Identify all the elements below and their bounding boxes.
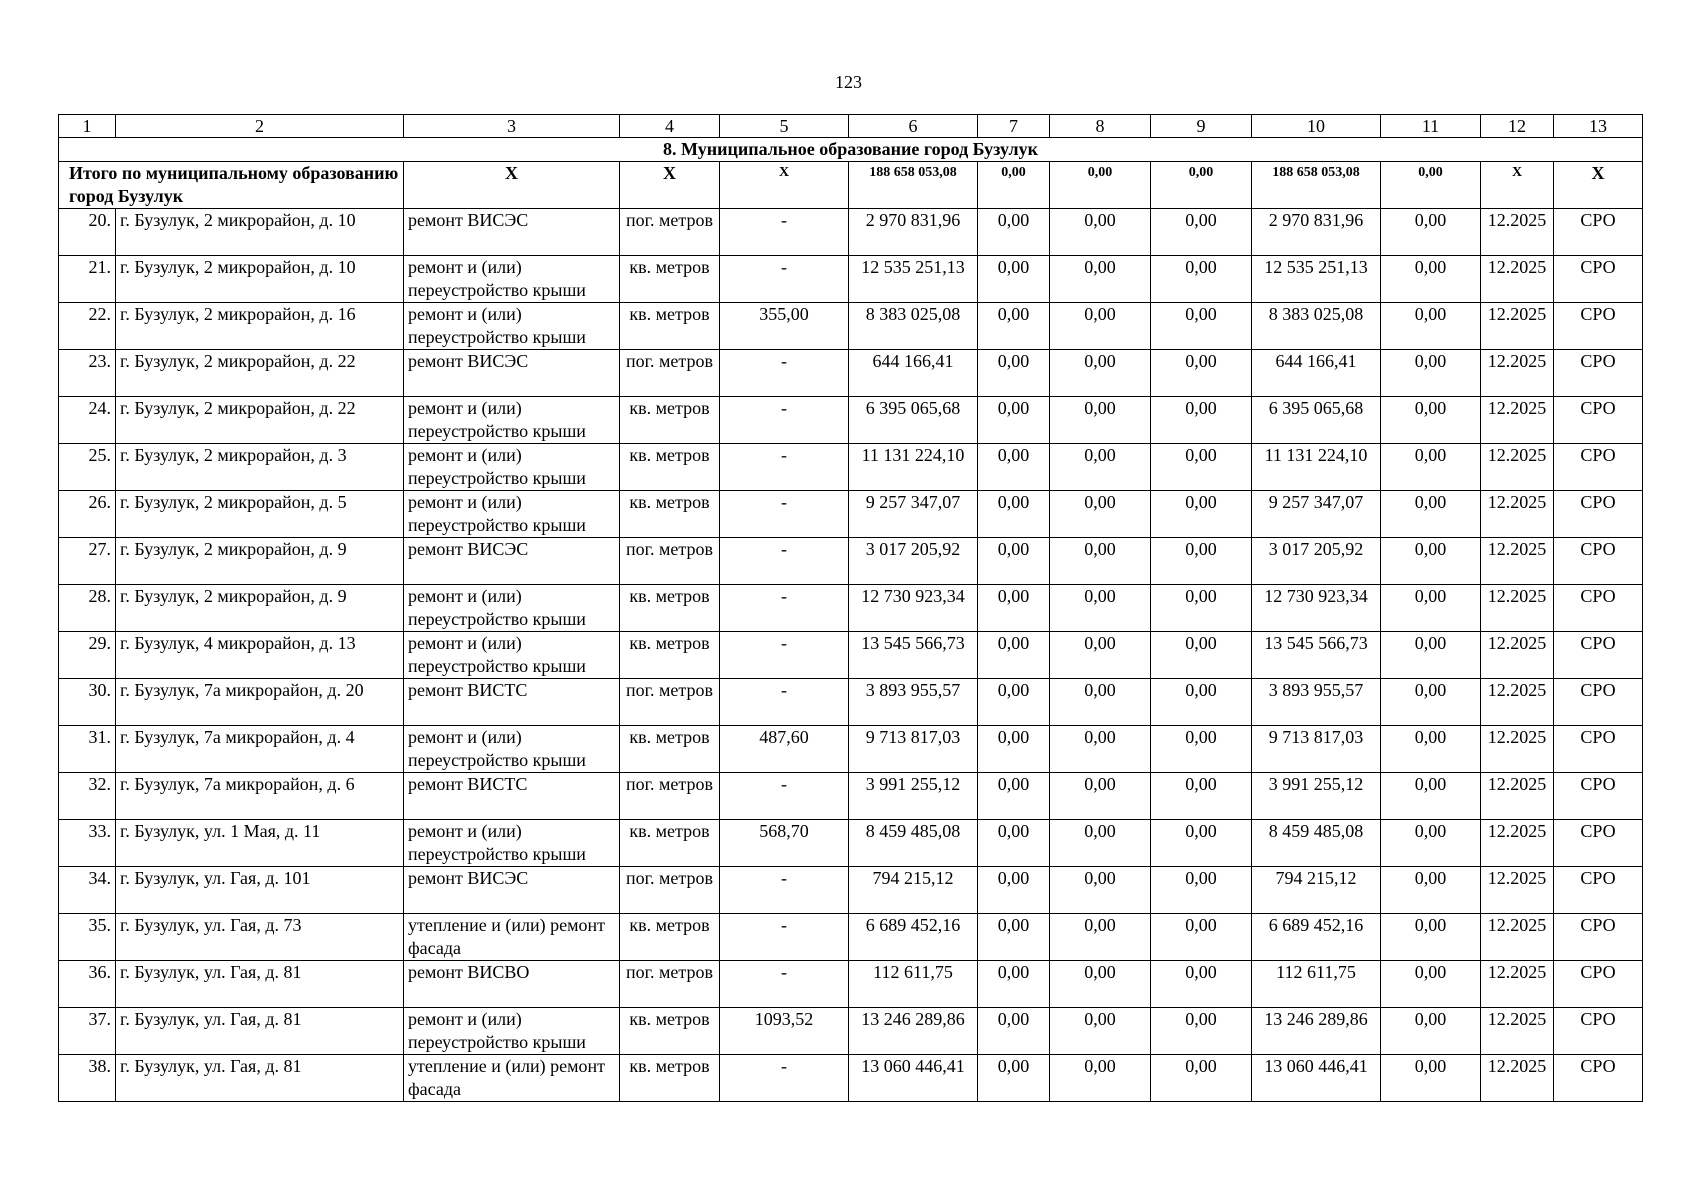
unit-cell: пог. метров <box>620 961 720 1008</box>
term-cell: 12.2025 <box>1481 961 1554 1008</box>
column-number-row <box>59 115 1643 138</box>
row-number: 37. <box>59 1008 116 1055</box>
unit-cell: пог. метров <box>620 350 720 397</box>
amount-cell: 0,00 <box>978 397 1050 444</box>
amount-cell: 6 395 065,68 <box>1252 397 1381 444</box>
amount-cell: 0,00 <box>978 491 1050 538</box>
amount-cell: 0,00 <box>1050 209 1151 256</box>
work-type-cell: ремонт и (или) переустройство крыши <box>404 397 620 444</box>
amount-cell: 11 131 224,10 <box>1252 444 1381 491</box>
volume-cell: 487,60 <box>720 726 849 773</box>
table-row <box>59 585 1643 632</box>
amount-cell: 2 970 831,96 <box>1252 209 1381 256</box>
work-type-cell: ремонт и (или) переустройство крыши <box>404 726 620 773</box>
amount-cell: 794 215,12 <box>1252 867 1381 914</box>
amount-cell: 0,00 <box>1050 1008 1151 1055</box>
method-cell: СРО <box>1554 585 1643 632</box>
unit-cell: пог. метров <box>620 773 720 820</box>
method-cell: СРО <box>1554 1008 1643 1055</box>
amount-cell: 0,00 <box>1050 867 1151 914</box>
column-number: 13 <box>1554 115 1643 138</box>
amount-cell: 0,00 <box>978 256 1050 303</box>
total-cell: 0,00 <box>1151 162 1252 209</box>
volume-cell: - <box>720 961 849 1008</box>
amount-cell: 3 017 205,92 <box>1252 538 1381 585</box>
work-type-cell: ремонт и (или) переустройство крыши <box>404 303 620 350</box>
table-row <box>59 397 1643 444</box>
amount-cell: 0,00 <box>1050 491 1151 538</box>
amount-cell: 0,00 <box>978 538 1050 585</box>
amount-cell: 0,00 <box>1050 1055 1151 1102</box>
table-row <box>59 632 1643 679</box>
column-number: 3 <box>404 115 620 138</box>
amount-cell: 0,00 <box>978 350 1050 397</box>
table-row <box>59 1055 1643 1102</box>
method-cell: СРО <box>1554 773 1643 820</box>
amount-cell: 0,00 <box>1050 397 1151 444</box>
column-number: 7 <box>978 115 1050 138</box>
method-cell: СРО <box>1554 867 1643 914</box>
amount-cell: 0,00 <box>1151 961 1252 1008</box>
method-cell: СРО <box>1554 350 1643 397</box>
amount-cell: 0,00 <box>1381 914 1481 961</box>
amount-cell: 0,00 <box>1050 632 1151 679</box>
row-number: 36. <box>59 961 116 1008</box>
cost-cell: 13 545 566,73 <box>849 632 978 679</box>
amount-cell: 0,00 <box>978 679 1050 726</box>
work-type-cell: ремонт ВИСЭС <box>404 538 620 585</box>
amount-cell: 12 535 251,13 <box>1252 256 1381 303</box>
address-cell: г. Бузулук, 2 микрорайон, д. 22 <box>116 350 404 397</box>
row-number: 33. <box>59 820 116 867</box>
volume-cell: - <box>720 444 849 491</box>
amount-cell: 0,00 <box>1151 914 1252 961</box>
section-title: 8. Муниципальное образование город Бузулук <box>59 138 1643 162</box>
amount-cell: 13 545 566,73 <box>1252 632 1381 679</box>
volume-cell: - <box>720 1055 849 1102</box>
amount-cell: 0,00 <box>1381 444 1481 491</box>
capital-repair-table <box>58 114 1643 1102</box>
amount-cell: 0,00 <box>978 961 1050 1008</box>
volume-cell: - <box>720 397 849 444</box>
work-type-cell: ремонт и (или) переустройство крыши <box>404 444 620 491</box>
volume-cell: - <box>720 538 849 585</box>
amount-cell: 0,00 <box>978 585 1050 632</box>
amount-cell: 0,00 <box>1050 585 1151 632</box>
volume-cell: - <box>720 491 849 538</box>
column-number: 11 <box>1381 115 1481 138</box>
term-cell: 12.2025 <box>1481 773 1554 820</box>
page-number: 123 <box>835 72 862 92</box>
amount-cell: 0,00 <box>1381 820 1481 867</box>
amount-cell: 0,00 <box>1050 256 1151 303</box>
work-type-cell: ремонт и (или) переустройство крыши <box>404 632 620 679</box>
address-cell: г. Бузулук, ул. Гая, д. 81 <box>116 1008 404 1055</box>
work-type-cell: ремонт ВИСЭС <box>404 209 620 256</box>
table-row <box>59 914 1643 961</box>
cost-cell: 3 893 955,57 <box>849 679 978 726</box>
total-cell: Х <box>620 162 720 209</box>
cost-cell: 8 383 025,08 <box>849 303 978 350</box>
term-cell: 12.2025 <box>1481 350 1554 397</box>
amount-cell: 3 991 255,12 <box>1252 773 1381 820</box>
address-cell: г. Бузулук, 7а микрорайон, д. 20 <box>116 679 404 726</box>
term-cell: 12.2025 <box>1481 679 1554 726</box>
volume-cell: - <box>720 679 849 726</box>
address-cell: г. Бузулук, ул. Гая, д. 81 <box>116 961 404 1008</box>
table-row <box>59 350 1643 397</box>
term-cell: 12.2025 <box>1481 585 1554 632</box>
method-cell: СРО <box>1554 256 1643 303</box>
term-cell: 12.2025 <box>1481 1008 1554 1055</box>
amount-cell: 0,00 <box>1151 679 1252 726</box>
unit-cell: кв. метров <box>620 1055 720 1102</box>
unit-cell: кв. метров <box>620 726 720 773</box>
total-cell: 0,00 <box>1050 162 1151 209</box>
address-cell: г. Бузулук, ул. 1 Мая, д. 11 <box>116 820 404 867</box>
term-cell: 12.2025 <box>1481 914 1554 961</box>
method-cell: СРО <box>1554 444 1643 491</box>
row-number: 22. <box>59 303 116 350</box>
address-cell: г. Бузулук, 2 микрорайон, д. 3 <box>116 444 404 491</box>
amount-cell: 0,00 <box>978 1008 1050 1055</box>
volume-cell: - <box>720 256 849 303</box>
total-row <box>59 162 1643 209</box>
term-cell: 12.2025 <box>1481 538 1554 585</box>
amount-cell: 0,00 <box>1050 726 1151 773</box>
amount-cell: 0,00 <box>1151 209 1252 256</box>
total-cell: Х <box>1554 162 1643 209</box>
row-number: 26. <box>59 491 116 538</box>
amount-cell: 0,00 <box>1151 773 1252 820</box>
amount-cell: 0,00 <box>1151 538 1252 585</box>
term-cell: 12.2025 <box>1481 256 1554 303</box>
address-cell: г. Бузулук, 2 микрорайон, д. 10 <box>116 209 404 256</box>
work-type-cell: ремонт и (или) переустройство крыши <box>404 491 620 538</box>
amount-cell: 0,00 <box>1151 632 1252 679</box>
amount-cell: 644 166,41 <box>1252 350 1381 397</box>
total-cell: Х <box>404 162 620 209</box>
cost-cell: 3 991 255,12 <box>849 773 978 820</box>
table-row <box>59 820 1643 867</box>
column-number: 2 <box>116 115 404 138</box>
method-cell: СРО <box>1554 303 1643 350</box>
table-row <box>59 726 1643 773</box>
cost-cell: 9 713 817,03 <box>849 726 978 773</box>
amount-cell: 0,00 <box>1050 773 1151 820</box>
amount-cell: 0,00 <box>1050 820 1151 867</box>
amount-cell: 0,00 <box>1151 444 1252 491</box>
address-cell: г. Бузулук, ул. Гая, д. 73 <box>116 914 404 961</box>
column-number: 9 <box>1151 115 1252 138</box>
column-number: 12 <box>1481 115 1554 138</box>
amount-cell: 0,00 <box>1050 350 1151 397</box>
work-type-cell: ремонт ВИСВО <box>404 961 620 1008</box>
amount-cell: 0,00 <box>1381 585 1481 632</box>
address-cell: г. Бузулук, 2 микрорайон, д. 5 <box>116 491 404 538</box>
method-cell: СРО <box>1554 961 1643 1008</box>
volume-cell: 355,00 <box>720 303 849 350</box>
amount-cell: 0,00 <box>978 820 1050 867</box>
amount-cell: 0,00 <box>978 444 1050 491</box>
amount-cell: 0,00 <box>1381 303 1481 350</box>
work-type-cell: ремонт и (или) переустройство крыши <box>404 585 620 632</box>
method-cell: СРО <box>1554 397 1643 444</box>
cost-cell: 11 131 224,10 <box>849 444 978 491</box>
total-label: Итого по муниципальному образованию город Бузулук <box>59 162 404 209</box>
address-cell: г. Бузулук, 7а микрорайон, д. 4 <box>116 726 404 773</box>
amount-cell: 6 689 452,16 <box>1252 914 1381 961</box>
row-number: 28. <box>59 585 116 632</box>
row-number: 21. <box>59 256 116 303</box>
unit-cell: пог. метров <box>620 867 720 914</box>
row-number: 29. <box>59 632 116 679</box>
term-cell: 12.2025 <box>1481 726 1554 773</box>
amount-cell: 0,00 <box>978 773 1050 820</box>
row-number: 32. <box>59 773 116 820</box>
total-cost: 188 658 053,08 <box>849 162 978 209</box>
address-cell: г. Бузулук, 2 микрорайон, д. 9 <box>116 585 404 632</box>
unit-cell: кв. метров <box>620 820 720 867</box>
method-cell: СРО <box>1554 820 1643 867</box>
address-cell: г. Бузулук, 2 микрорайон, д. 9 <box>116 538 404 585</box>
cost-cell: 3 017 205,92 <box>849 538 978 585</box>
unit-cell: кв. метров <box>620 914 720 961</box>
table-row <box>59 867 1643 914</box>
amount-cell: 0,00 <box>1381 209 1481 256</box>
method-cell: СРО <box>1554 914 1643 961</box>
work-type-cell: ремонт ВИСЭС <box>404 350 620 397</box>
volume-cell: - <box>720 209 849 256</box>
amount-cell: 0,00 <box>1050 538 1151 585</box>
section-title-row <box>59 138 1643 162</box>
cost-cell: 13 246 289,86 <box>849 1008 978 1055</box>
method-cell: СРО <box>1554 209 1643 256</box>
unit-cell: кв. метров <box>620 444 720 491</box>
cost-cell: 9 257 347,07 <box>849 491 978 538</box>
row-number: 23. <box>59 350 116 397</box>
row-number: 35. <box>59 914 116 961</box>
row-number: 24. <box>59 397 116 444</box>
column-number: 6 <box>849 115 978 138</box>
volume-cell: - <box>720 585 849 632</box>
cost-cell: 12 535 251,13 <box>849 256 978 303</box>
total-cell: Х <box>720 162 849 209</box>
row-number: 34. <box>59 867 116 914</box>
table-row <box>59 256 1643 303</box>
term-cell: 12.2025 <box>1481 303 1554 350</box>
amount-cell: 0,00 <box>1151 350 1252 397</box>
amount-cell: 0,00 <box>1050 303 1151 350</box>
work-type-cell: утепление и (или) ремонт фасада <box>404 914 620 961</box>
work-type-cell: ремонт и (или) переустройство крыши <box>404 256 620 303</box>
term-cell: 12.2025 <box>1481 632 1554 679</box>
amount-cell: 0,00 <box>1151 303 1252 350</box>
address-cell: г. Бузулук, 4 микрорайон, д. 13 <box>116 632 404 679</box>
amount-cell: 0,00 <box>1151 256 1252 303</box>
work-type-cell: утепление и (или) ремонт фасада <box>404 1055 620 1102</box>
table-row <box>59 679 1643 726</box>
address-cell: г. Бузулук, 2 микрорайон, д. 22 <box>116 397 404 444</box>
table-row <box>59 961 1643 1008</box>
unit-cell: кв. метров <box>620 303 720 350</box>
column-number: 4 <box>620 115 720 138</box>
amount-cell: 0,00 <box>1151 1008 1252 1055</box>
unit-cell: пог. метров <box>620 679 720 726</box>
term-cell: 12.2025 <box>1481 1055 1554 1102</box>
amount-cell: 0,00 <box>1381 491 1481 538</box>
amount-cell: 0,00 <box>1151 1055 1252 1102</box>
row-number: 31. <box>59 726 116 773</box>
cost-cell: 112 611,75 <box>849 961 978 1008</box>
total-cell: 188 658 053,08 <box>1252 162 1381 209</box>
amount-cell: 0,00 <box>1381 961 1481 1008</box>
table-row <box>59 491 1643 538</box>
cost-cell: 12 730 923,34 <box>849 585 978 632</box>
method-cell: СРО <box>1554 679 1643 726</box>
method-cell: СРО <box>1554 491 1643 538</box>
amount-cell: 12 730 923,34 <box>1252 585 1381 632</box>
total-cell: 0,00 <box>1381 162 1481 209</box>
work-type-cell: ремонт и (или) переустройство крыши <box>404 1008 620 1055</box>
volume-cell: - <box>720 632 849 679</box>
amount-cell: 0,00 <box>978 1055 1050 1102</box>
volume-cell: 568,70 <box>720 820 849 867</box>
cost-cell: 794 215,12 <box>849 867 978 914</box>
term-cell: 12.2025 <box>1481 209 1554 256</box>
table-row <box>59 303 1643 350</box>
amount-cell: 9 713 817,03 <box>1252 726 1381 773</box>
work-type-cell: ремонт и (или) переустройство крыши <box>404 820 620 867</box>
total-cell: Х <box>1481 162 1554 209</box>
amount-cell: 8 459 485,08 <box>1252 820 1381 867</box>
unit-cell: кв. метров <box>620 1008 720 1055</box>
amount-cell: 0,00 <box>1381 538 1481 585</box>
amount-cell: 0,00 <box>1050 961 1151 1008</box>
table-row <box>59 1008 1643 1055</box>
row-number: 20. <box>59 209 116 256</box>
method-cell: СРО <box>1554 1055 1643 1102</box>
unit-cell: кв. метров <box>620 397 720 444</box>
amount-cell: 0,00 <box>1381 350 1481 397</box>
unit-cell: кв. метров <box>620 585 720 632</box>
amount-cell: 0,00 <box>978 632 1050 679</box>
amount-cell: 112 611,75 <box>1252 961 1381 1008</box>
amount-cell: 0,00 <box>1151 585 1252 632</box>
amount-cell: 13 246 289,86 <box>1252 1008 1381 1055</box>
amount-cell: 0,00 <box>1381 726 1481 773</box>
amount-cell: 8 383 025,08 <box>1252 303 1381 350</box>
address-cell: г. Бузулук, ул. Гая, д. 81 <box>116 1055 404 1102</box>
work-type-cell: ремонт ВИСТС <box>404 773 620 820</box>
amount-cell: 9 257 347,07 <box>1252 491 1381 538</box>
amount-cell: 0,00 <box>1381 1008 1481 1055</box>
cost-cell: 8 459 485,08 <box>849 820 978 867</box>
amount-cell: 0,00 <box>1151 491 1252 538</box>
amount-cell: 0,00 <box>1381 679 1481 726</box>
row-number: 38. <box>59 1055 116 1102</box>
amount-cell: 13 060 446,41 <box>1252 1055 1381 1102</box>
total-cell: 0,00 <box>978 162 1050 209</box>
address-cell: г. Бузулук, ул. Гая, д. 101 <box>116 867 404 914</box>
amount-cell: 0,00 <box>1050 444 1151 491</box>
table-row <box>59 773 1643 820</box>
column-number: 5 <box>720 115 849 138</box>
amount-cell: 0,00 <box>978 726 1050 773</box>
table-row <box>59 209 1643 256</box>
term-cell: 12.2025 <box>1481 820 1554 867</box>
table-row <box>59 444 1643 491</box>
cost-cell: 6 395 065,68 <box>849 397 978 444</box>
address-cell: г. Бузулук, 2 микрорайон, д. 10 <box>116 256 404 303</box>
amount-cell: 0,00 <box>1050 679 1151 726</box>
amount-cell: 0,00 <box>1381 1055 1481 1102</box>
cost-cell: 644 166,41 <box>849 350 978 397</box>
amount-cell: 0,00 <box>1151 726 1252 773</box>
unit-cell: пог. метров <box>620 538 720 585</box>
unit-cell: пог. метров <box>620 209 720 256</box>
term-cell: 12.2025 <box>1481 444 1554 491</box>
term-cell: 12.2025 <box>1481 397 1554 444</box>
volume-cell: 1093,52 <box>720 1008 849 1055</box>
unit-cell: кв. метров <box>620 256 720 303</box>
volume-cell: - <box>720 350 849 397</box>
cost-cell: 2 970 831,96 <box>849 209 978 256</box>
row-number: 30. <box>59 679 116 726</box>
amount-cell: 0,00 <box>1151 397 1252 444</box>
work-type-cell: ремонт ВИСЭС <box>404 867 620 914</box>
work-type-cell: ремонт ВИСТС <box>404 679 620 726</box>
amount-cell: 0,00 <box>1381 867 1481 914</box>
volume-cell: - <box>720 773 849 820</box>
unit-cell: кв. метров <box>620 491 720 538</box>
term-cell: 12.2025 <box>1481 867 1554 914</box>
amount-cell: 0,00 <box>1151 867 1252 914</box>
unit-cell: кв. метров <box>620 632 720 679</box>
column-number: 1 <box>59 115 116 138</box>
address-cell: г. Бузулук, 7а микрорайон, д. 6 <box>116 773 404 820</box>
volume-cell: - <box>720 914 849 961</box>
amount-cell: 3 893 955,57 <box>1252 679 1381 726</box>
amount-cell: 0,00 <box>1050 914 1151 961</box>
amount-cell: 0,00 <box>1381 256 1481 303</box>
cost-cell: 6 689 452,16 <box>849 914 978 961</box>
term-cell: 12.2025 <box>1481 491 1554 538</box>
volume-cell: - <box>720 867 849 914</box>
method-cell: СРО <box>1554 538 1643 585</box>
address-cell: г. Бузулук, 2 микрорайон, д. 16 <box>116 303 404 350</box>
amount-cell: 0,00 <box>978 209 1050 256</box>
amount-cell: 0,00 <box>978 867 1050 914</box>
amount-cell: 0,00 <box>978 914 1050 961</box>
column-number: 8 <box>1050 115 1151 138</box>
column-number: 10 <box>1252 115 1381 138</box>
row-number: 25. <box>59 444 116 491</box>
cost-cell: 13 060 446,41 <box>849 1055 978 1102</box>
amount-cell: 0,00 <box>978 303 1050 350</box>
amount-cell: 0,00 <box>1381 773 1481 820</box>
amount-cell: 0,00 <box>1151 820 1252 867</box>
amount-cell: 0,00 <box>1381 397 1481 444</box>
table-row <box>59 538 1643 585</box>
amount-cell: 0,00 <box>1381 632 1481 679</box>
row-number: 27. <box>59 538 116 585</box>
method-cell: СРО <box>1554 726 1643 773</box>
method-cell: СРО <box>1554 632 1643 679</box>
